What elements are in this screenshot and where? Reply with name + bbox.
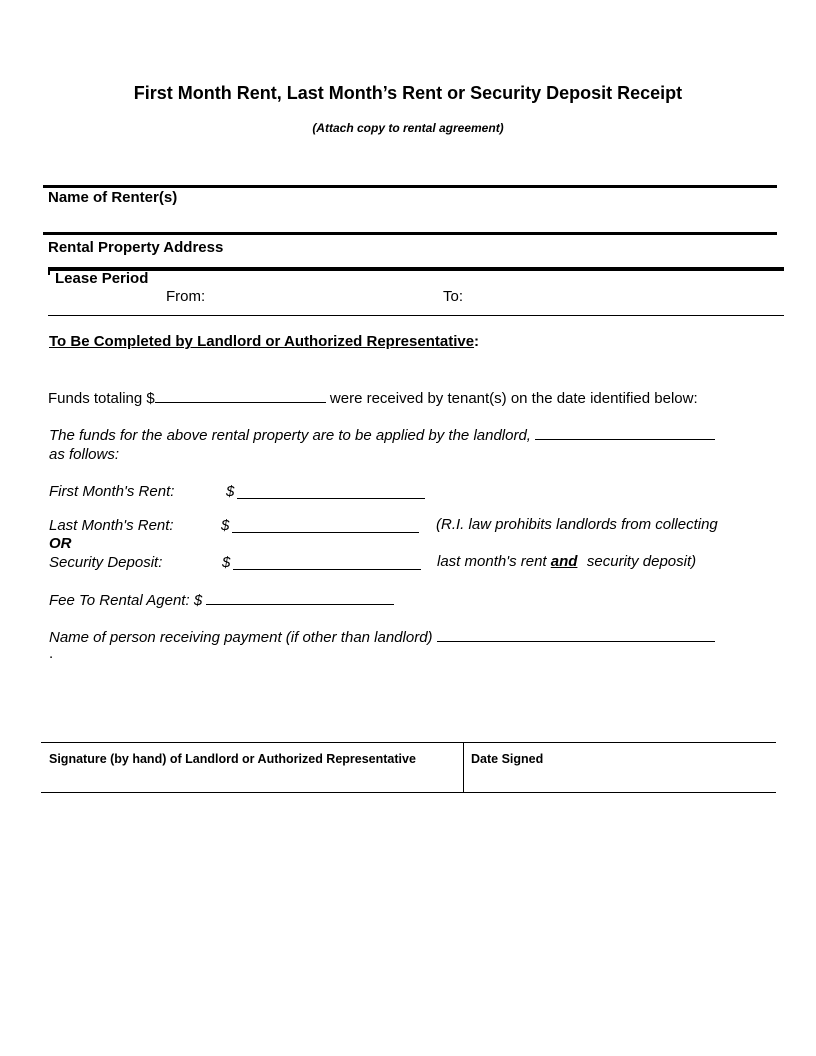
signature-bottom-rule [41,792,776,793]
security-dollar: $ [222,554,231,571]
lease-bottom-rule [48,315,784,316]
law-note-and: and [550,553,578,570]
to-field[interactable] [470,286,770,310]
fee-label: Fee To Rental Agent: $ [49,592,203,609]
lease-top-rule [48,267,784,271]
as-follows: as follows: [49,446,120,463]
trailing-period: . [49,645,54,662]
law-note-line-1: (R.I. law prohibits landlords from collecting [436,516,718,533]
address-label: Rental Property Address [48,239,224,256]
funds-prefix: Funds totaling $ [48,390,155,407]
funds-suffix: were received by tenant(s) on the date identified below: [325,390,698,407]
or-label: OR [49,535,72,552]
lease-label: Lease Period [55,270,149,287]
first-month-dollar: $ [226,483,235,500]
last-month-amount-field[interactable] [232,518,419,533]
security-amount-field[interactable] [233,555,421,570]
address-field[interactable] [250,238,770,266]
last-month-label: Last Month's Rent: [49,517,174,534]
first-month-amount-field[interactable] [237,484,425,499]
law-note-post: security deposit) [582,553,697,570]
signature-field[interactable] [44,770,459,790]
renter-label: Name of Renter(s) [48,189,178,206]
first-month-label: First Month's Rent: [49,483,175,500]
date-signed-field[interactable] [467,770,772,790]
to-label: To: [443,288,464,305]
applied-text: The funds for the above rental property are to be applied by the landlord, [49,427,536,444]
from-label: From: [166,288,206,305]
signature-top-rule [41,742,776,743]
from-field[interactable] [215,286,425,310]
last-month-dollar: $ [221,517,230,534]
signature-divider [463,742,464,793]
receiver-name-field[interactable] [437,627,715,642]
landlord-heading-text: To Be Completed by Landlord or Authorized Representative [49,333,475,350]
renter-field[interactable] [200,190,770,230]
signature-label: Signature (by hand) of Landlord or Authorized Representative [49,752,416,766]
lease-left-tick [48,267,50,275]
address-top-rule [43,232,777,235]
landlord-name-field[interactable] [535,425,715,440]
receiver-line [49,627,715,646]
law-note-line-2 [437,553,696,570]
funds-line [48,388,698,407]
date-signed-label: Date Signed [471,752,544,766]
security-deposit-label: Security Deposit: [49,554,163,571]
fee-amount-field[interactable] [206,590,394,605]
page-subtitle: (Attach copy to rental agreement) [312,121,504,135]
law-note-pre: last month's rent [437,553,551,570]
renter-top-rule [43,185,777,188]
applied-line [49,425,715,444]
landlord-heading-colon: : [474,333,480,350]
fee-line [49,590,394,609]
landlord-section-heading [49,333,479,350]
page-title: First Month Rent, Last Month’s Rent or Security Deposit Receipt [133,83,683,103]
funds-amount-field[interactable] [155,388,326,403]
receiver-label: Name of person receiving payment (if other than landlord) [49,629,437,646]
